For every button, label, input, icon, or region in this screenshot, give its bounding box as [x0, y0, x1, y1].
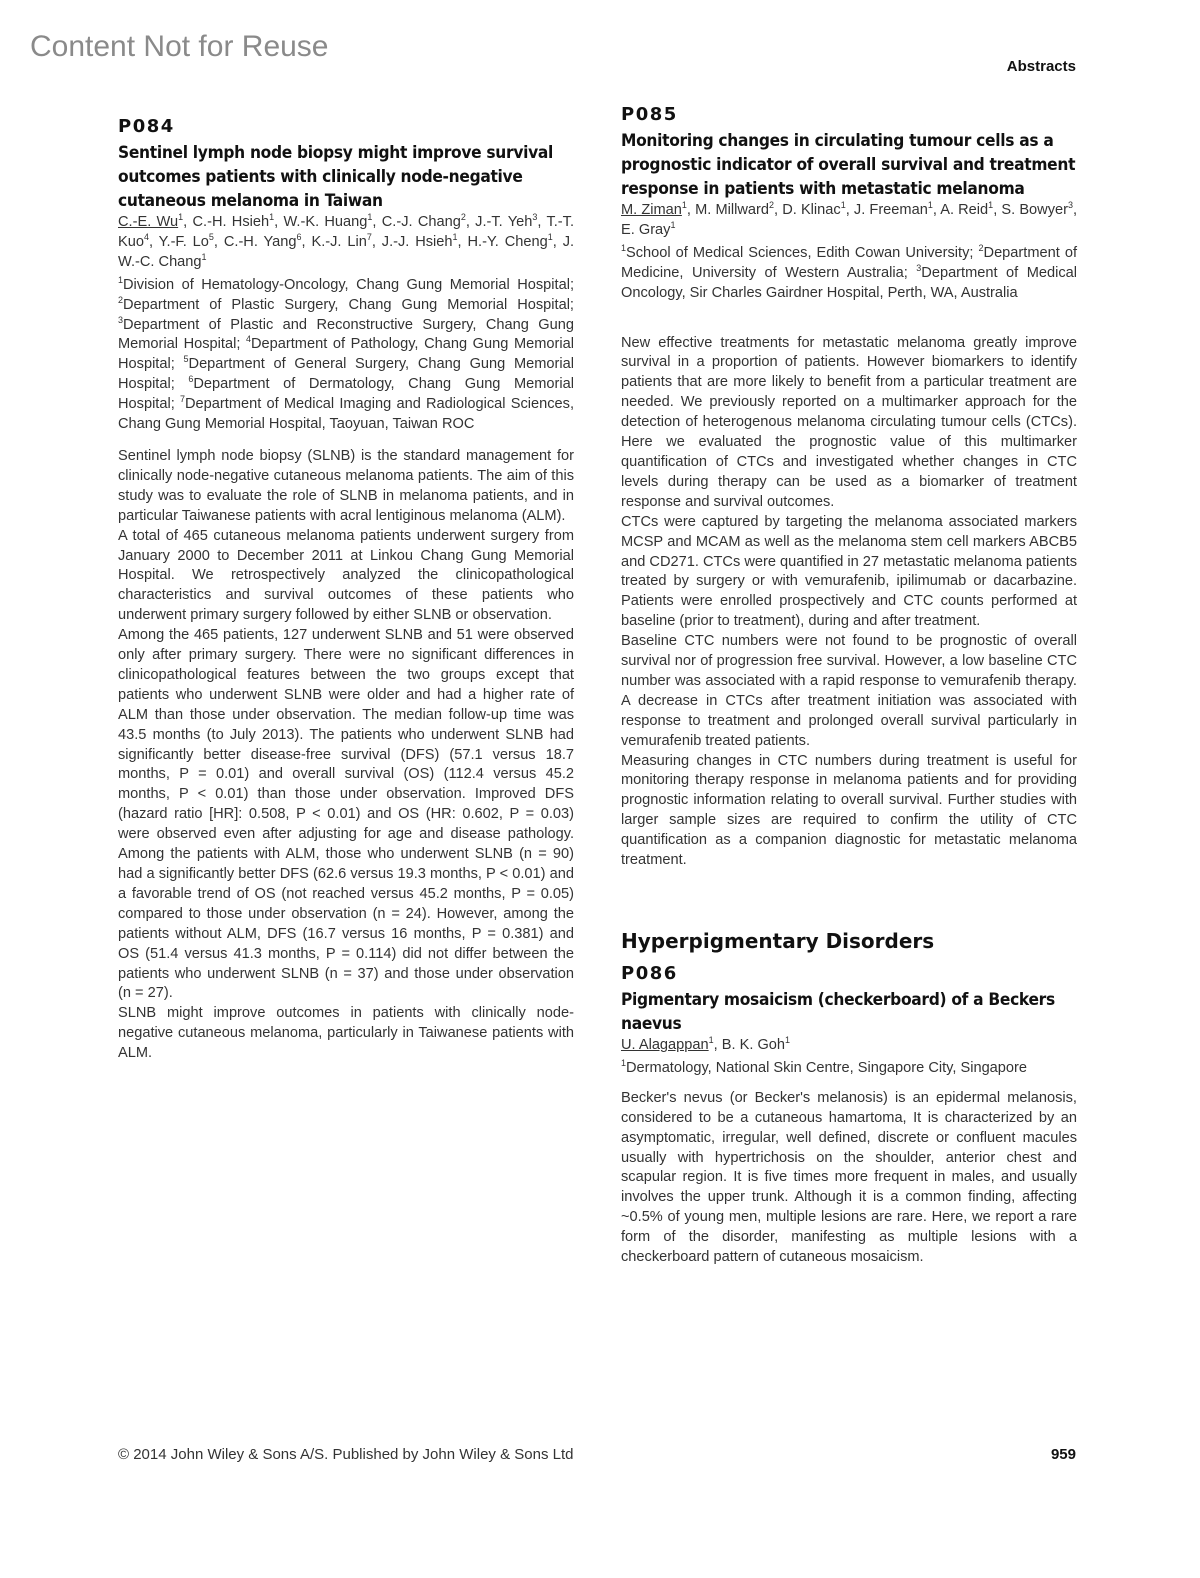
author-name: H.-Y. Cheng	[467, 233, 548, 250]
author-name: C.-H. Hsieh	[192, 214, 270, 230]
affiliation-marker: 4	[245, 334, 251, 345]
author-name: M. Millward	[695, 202, 769, 218]
author-affiliation-marker: 1	[201, 251, 207, 262]
author-affiliation-marker: 5	[208, 232, 214, 243]
author-affiliation-marker: 7	[366, 232, 372, 243]
author-list: U. Alagappan$^1$, B. K. Goh$^1$	[621, 1035, 791, 1053]
abstract-body	[621, 1089, 1077, 1268]
affiliation-marker: 3	[118, 314, 124, 325]
author-affiliation-marker: 1	[269, 212, 275, 223]
author-name: D. Klinac	[782, 202, 841, 218]
affiliation-text: Department of Medical Imaging and Radiological Sciences, Chang Gung Memorial Hospital, Taoyuan, Taiwan ROC	[118, 396, 575, 433]
abstract-paragraph: SLNB might improve outcomes in patients with clinically node-negative cutaneous melanoma, particularly in Taiwanese patients with ALM.	[118, 1005, 574, 1062]
abstract-paragraph: Measuring changes in CTC numbers during treatment is useful for monitoring therapy response in melanoma patients and for providing prognostic information relating to overall survival. Further studies with larger sample sizes are required to confirm the utility of CTC quantification as a companion diagnostic for metastatic melanoma treatment.	[621, 752, 1077, 869]
affiliation-text: Department of Medical Oncology, Sir Charles Gairdner Hospital, Perth, WA, Australia	[621, 264, 1077, 301]
affiliation-list	[118, 276, 574, 435]
author-name: J.-J. Hsieh	[381, 233, 453, 250]
abstract-body	[118, 447, 574, 1064]
footer-copyright: © 2014 John Wiley & Sons A/S. Published by John Wiley & Sons Ltd	[118, 1446, 574, 1463]
affiliation-list	[621, 244, 1077, 304]
section-hyperpigmentary	[621, 929, 1077, 1268]
author-affiliation-marker: 1	[452, 232, 458, 243]
abstract-paragraph: CTCs were captured by targeting the melanoma associated markers MCSP and MCAM as well as the melanoma stem cell markers ABCB5 and CD271. CTCs were quantified in 27 metastatic melanoma patients treated by surgery or with vemurafenib, ipilimumab or dacarbazine. Patients were enrolled prospectively and CTC counts performed at baseline (prior to treatment), during and after treatment.	[621, 513, 1077, 630]
author-affiliation-marker: 3	[1067, 200, 1073, 211]
author-affiliation-marker: 1	[785, 1035, 791, 1046]
author-affiliation-marker: 4	[143, 232, 149, 243]
author-affiliation-marker: 1	[927, 200, 933, 211]
abstract-body	[621, 334, 1077, 871]
affiliation-text: Dermatology, National Skin Centre, Singapore City, Singapore	[626, 1059, 1028, 1076]
abstract-p086	[621, 963, 1077, 1268]
affiliation-marker: 2	[118, 294, 124, 305]
author-name: J.-T. Yeh	[475, 214, 533, 230]
author-affiliation-marker: 1	[988, 200, 994, 211]
affiliation-text: Division of Hematology-Oncology, Chang Gung Memorial Hospital;	[123, 276, 574, 293]
author-name: J. W.-C. Chang	[118, 233, 575, 270]
abstract-paragraph: Among the 465 patients, 127 underwent SLNB and 51 were observed only after primary surgery. There were no significant differences in clinicopathological features between the two groups except that patients who underwent SLNB were older and had a higher rate of ALM than those under observation. The median follow-up time was 43.5 months (to July 2013). The patients who underwent SLNB had significantly better disease-free survival (DFS) (57.1 versus 18.7 months, P = 0.01) and overall survival (OS) (112.4 versus 45.2 months, P < 0.01) than those under observation. Improved DFS (hazard ratio [HR]: 0.508, P < 0.01) and OS (HR: 0.602, P = 0.03) were observed even after adjusting for age and disease pathology. Among the patients with ALM, those who underwent SLNB (n = 90) had a significantly better DFS (62.6 versus 19.3 months, P < 0.01) and a favorable trend of OS (not reached versus 45.2 months, P = 0.05) compared to those under observation (n = 24). However, among the patients without ALM, DFS (16.7 versus 16 months, P = 0.381) and OS (51.4 versus 41.3 months, P = 0.114) did not differ between the patients who underwent SLNB (n = 37) and those under observation (n = 27).	[118, 627, 574, 1002]
author-name: C.-J. Chang	[381, 214, 461, 230]
author-affiliation-marker: 2	[460, 212, 466, 223]
affiliation-text: Department of Dermatology, Chang Gung Memorial Hospital;	[118, 376, 574, 413]
abstract-id: P085	[621, 104, 678, 125]
affiliation-text: Department of General Surgery, Chang Gung Memorial Hospital;	[118, 356, 574, 393]
abstract-p084	[118, 116, 574, 1064]
abstract-paragraph: Baseline CTC numbers were not found to be prognostic of overall survival nor of progression free survival. However, a low baseline CTC number was associated with a rapid response to vemurafenib therapy. A decrease in CTCs after treatment initiation was associated with response to treatment and prolonged overall survival particularly in vemurafenib treated patients.	[621, 633, 1077, 749]
author-name: K.-J. Lin	[311, 233, 367, 250]
abstract-title: Monitoring changes in circulating tumour cells as a prognostic indicator of overall survival and treatment response in patients with metastatic melanoma	[621, 131, 1076, 199]
watermark: Content Not for Reuse	[30, 30, 329, 63]
author-affiliation-marker: 1	[708, 1035, 714, 1046]
affiliation-text: Department of Plastic Surgery, Chang Gung Memorial Hospital;	[123, 296, 574, 313]
abstract-id: P084	[118, 116, 175, 137]
abstract-id: P086	[621, 963, 678, 984]
abstract-title: Pigmentary mosaicism (checkerboard) of a Beckers naevus	[621, 990, 1055, 1034]
section-heading: Hyperpigmentary Disorders	[621, 929, 935, 953]
author-name: E. Gray	[621, 221, 671, 238]
affiliation-text: Department of Medicine, University of Western Australia;	[621, 244, 1077, 281]
abstract-p085	[621, 104, 1077, 871]
affiliation-marker: 1	[118, 274, 124, 285]
author-name: C.-H. Yang	[223, 233, 297, 250]
affiliation-marker: 7	[180, 394, 186, 405]
author-affiliation-marker: 1	[681, 200, 687, 211]
author-affiliation-marker: 3	[532, 212, 538, 223]
author-affiliation-marker: 1	[670, 220, 676, 231]
page-number: 959	[1050, 1446, 1076, 1463]
abstract-paragraph: New effective treatments for metastatic melanoma greatly improve survival in a proportion of patients. However biomarkers to identify patients that are more likely to benefit from a particular treatment are needed. We previously reported on a multimarker approach for the detection of heterogenous melanoma circulating tumour cells (CTCs). Here we evaluated the prognostic value of this multimarker quantification of CTCs and investigated whether changes in CTC levels during therapy can be used as a biomarker of treatment response and survival outcomes.	[621, 334, 1077, 510]
left-column	[118, 104, 574, 1064]
author-affiliation-marker: 1	[840, 200, 846, 211]
author-list: M. Ziman$^1$, M. Millward$^2$, D. Klinac$^1$, J. Freeman$^1$, A. Reid$^1$, S. Bowyer$^3$, E. Gray$^1$	[621, 200, 1078, 238]
affiliation-marker: 5	[183, 354, 189, 365]
affiliation-text: Department of Plastic and Reconstructive Surgery, Chang Gung Memorial Hospital;	[118, 316, 574, 353]
abstract-paragraph: Becker's nevus (or Becker's melanosis) is an epidermal melanosis, considered to be a cutaneous hamartoma, It is characterized by an asymptomatic, irregular, well defined, discrete or confluent macules usually with hypertrichosis on the shoulder, anterior chest and scapular region. It is five times more frequent in males, and usually involves the upper trunk. Although it is a common finding, affecting ~0.5% of young men, multiple lesions are rare. Here, we report a rare form of the disorder, manifesting as multiple lesions with a checkerboard pattern of cutaneous mosaicism.	[621, 1089, 1077, 1266]
affiliation-text: Department of Pathology, Chang Gung Memorial Hospital;	[118, 336, 574, 373]
author-name: B. K. Goh	[721, 1037, 786, 1053]
abstract-paragraph: A total of 465 cutaneous melanoma patients underwent surgery from January 2000 to December 2011 at Linkou Chang Gung Memorial Hospital. We retrospectively analyzed the clinicopathological characteristics and survival outcomes of these patients who underwent primary surgery followed by either SLNB or observation.	[118, 527, 574, 624]
author-affiliation-marker: 1	[367, 212, 373, 223]
affiliation-marker: 6	[188, 374, 194, 385]
author-list: C.-E. Wu$^1$, C.-H. Hsieh$^1$, W.-K. Huang$^1$, C.-J. Chang$^2$, J.-T. Yeh$^3$, T.-T. Kuo$^4$, Y.-F. Lo$^5$, C.-H. Yang$^6$, K.-J. Lin$^7$, J.-J. Hsieh$^1$, H.-Y. Cheng$^1$, J. W.-C. Chang$^1$	[118, 212, 575, 270]
author-name: C.-E. Wu	[118, 214, 179, 230]
right-column	[621, 104, 1077, 1268]
affiliation-marker: 1	[621, 1058, 627, 1069]
author-affiliation-marker: 2	[769, 200, 775, 211]
abstract-title: Sentinel lymph node biopsy might improve survival outcomes patients with clinically node-negative cutaneous melanoma in Taiwan	[118, 143, 554, 211]
author-name: T.-T. Kuo	[118, 214, 575, 250]
abstract-paragraph: Sentinel lymph node biopsy (SLNB) is the standard management for clinically node-negative cutaneous melanoma patients. The aim of this study was to evaluate the role of SLNB in melanoma patients, and in particular Taiwanese patients with acral lentiginous melanoma (ALM).	[118, 447, 574, 524]
author-affiliation-marker: 6	[296, 232, 302, 243]
author-name: A. Reid	[940, 202, 989, 218]
affiliation-marker: 1	[621, 242, 627, 253]
author-name: J. Freeman	[853, 202, 928, 218]
author-name: W.-K. Huang	[283, 214, 368, 230]
running-head: Abstracts	[1006, 58, 1076, 75]
author-name: S. Bowyer	[1001, 202, 1068, 218]
affiliation-marker: 2	[978, 242, 984, 253]
author-affiliation-marker: 1	[547, 232, 553, 243]
author-name: M. Ziman	[621, 202, 682, 218]
affiliation-text: School of Medical Sciences, Edith Cowan University;	[626, 244, 979, 261]
author-name: Y.-F. Lo	[158, 233, 209, 250]
affiliation-list	[621, 1059, 1077, 1079]
author-name: U. Alagappan	[621, 1037, 709, 1053]
affiliation-marker: 3	[916, 262, 922, 273]
author-affiliation-marker: 1	[178, 212, 184, 223]
